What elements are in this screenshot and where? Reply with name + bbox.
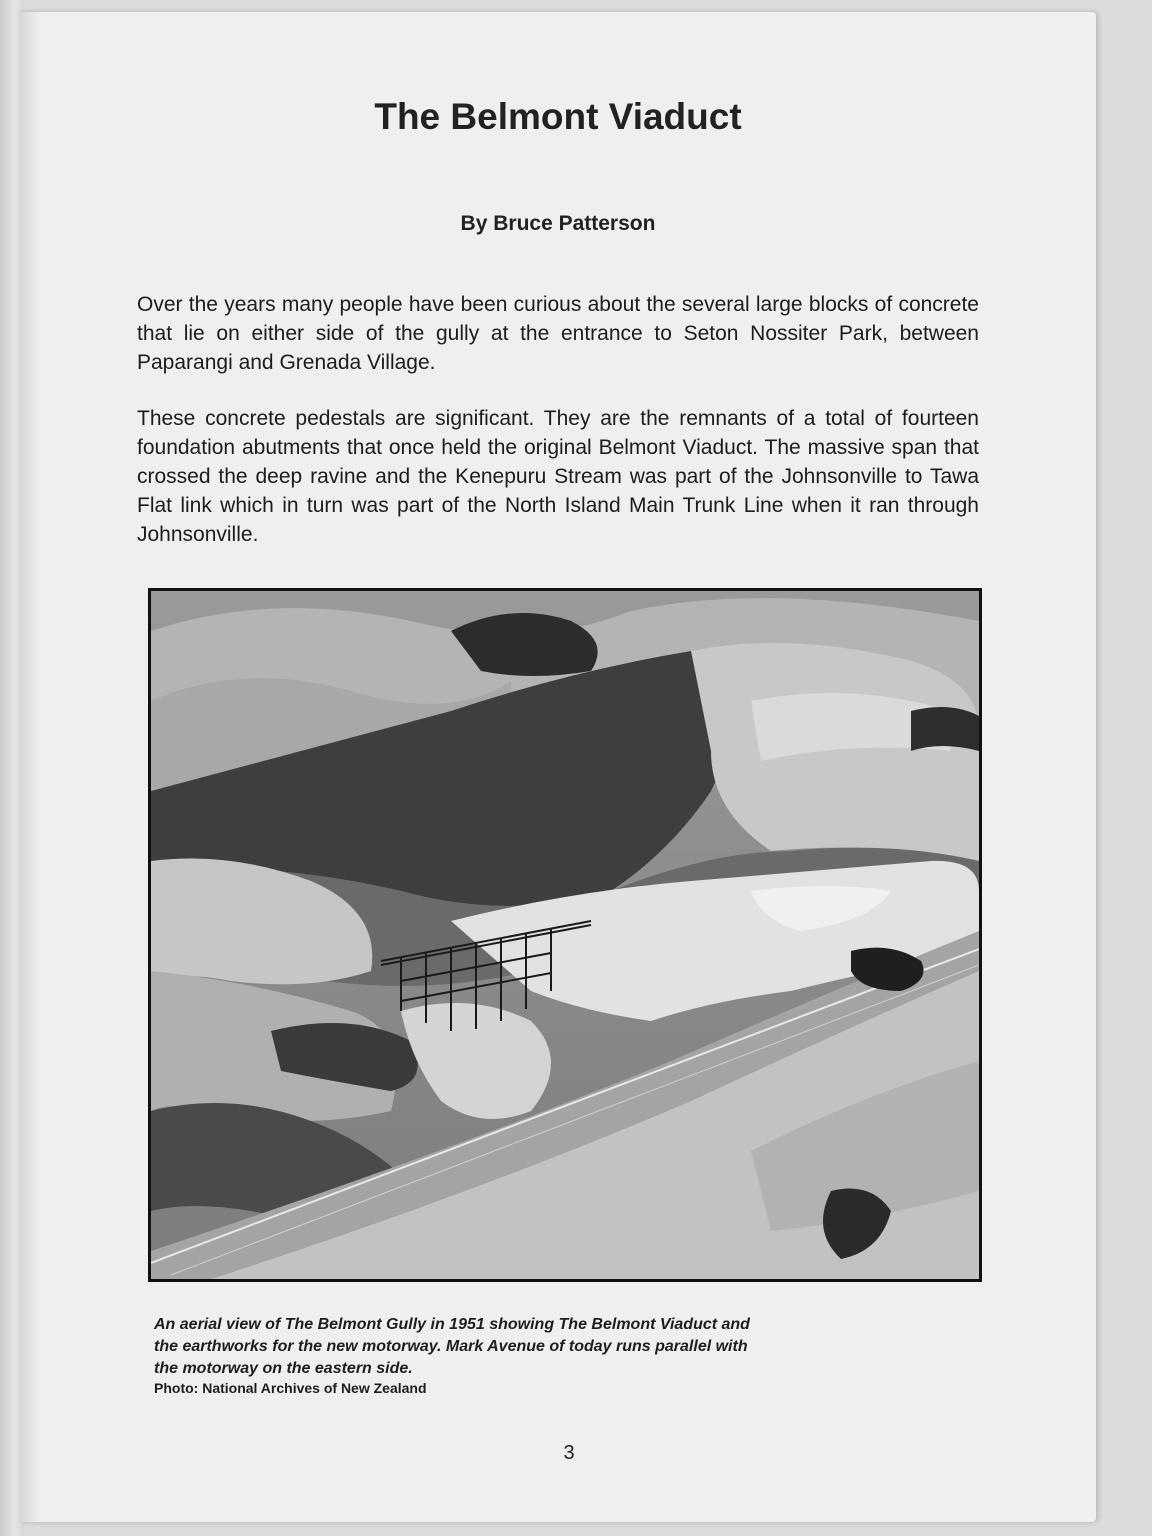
spine-shadow (20, 12, 40, 1522)
article-byline: By Bruce Patterson (460, 212, 656, 235)
aerial-photo (148, 588, 982, 1282)
photo-caption: An aerial view of The Belmont Gully in 1951 showing The Belmont Viaduct and the earthworks for the new motorway. Mark Avenue of today runs parallel with the motorway on the eastern side. (154, 1316, 750, 1377)
article-paragraph-1: Over the years many people have been curious about the several large blocks of concrete that lie on either side of the gully at the entrance to Seton Nossiter Park, between Paparangi and Grenada Village. (137, 293, 979, 374)
article-title: The Belmont Viaduct (374, 96, 742, 137)
page-number: 3 (563, 1442, 575, 1464)
article-paragraph-2: These concrete pedestals are significant. They are the remnants of a total of fourteen foundation abutments that once held the original Belmont Viaduct. The massive span that crossed the deep ravine and the Kenepuru Stream was part of the Johnsonville to Tawa Flat link which in turn was part of the North Island Main Trunk Line when it ran through Johnsonville. (137, 407, 979, 546)
booklet-page (20, 12, 1096, 1522)
photo-credit: Photo: National Archives of New Zealand (154, 1380, 427, 1396)
aerial-photo-illustration (151, 591, 979, 1279)
